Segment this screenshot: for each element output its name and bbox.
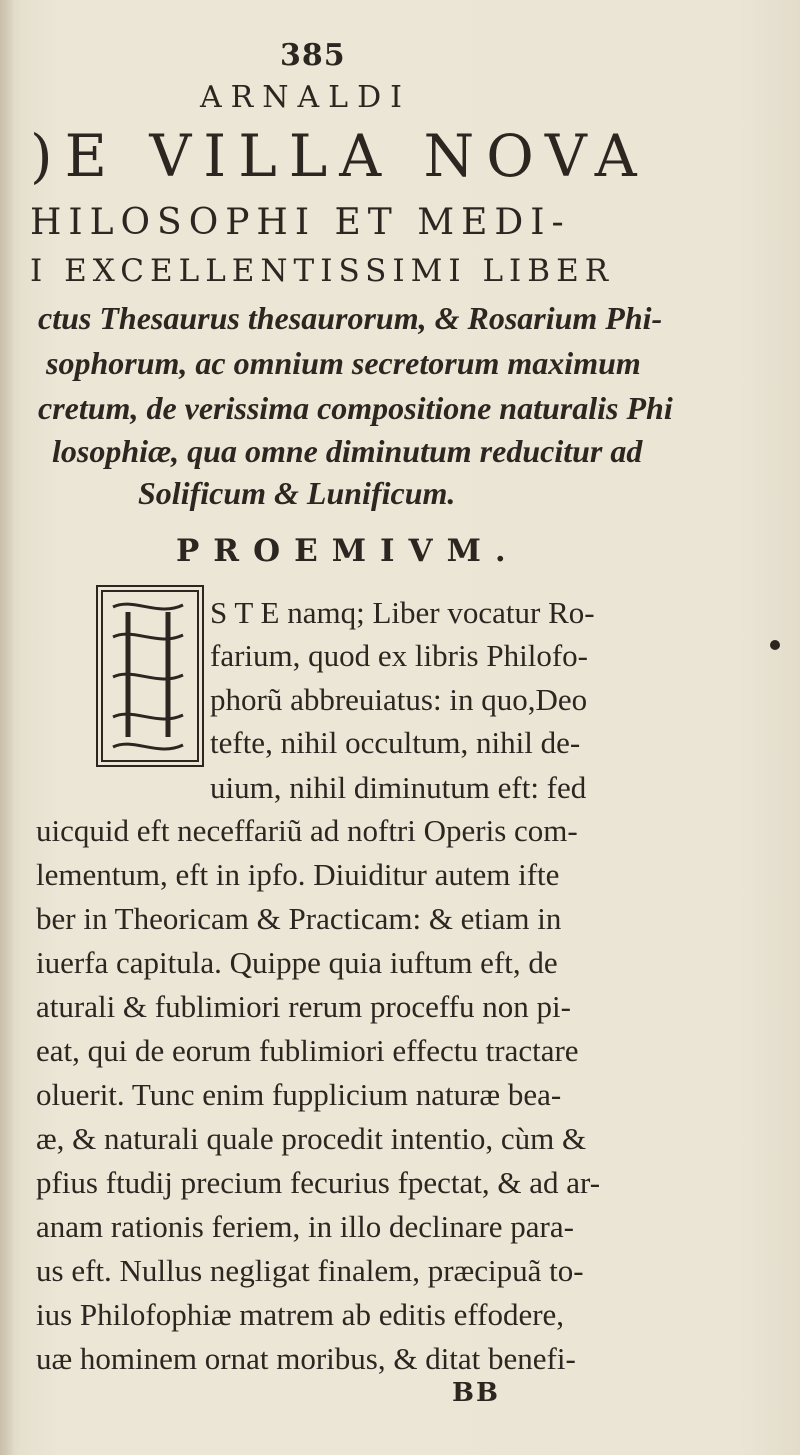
body-line: uæ hominem ornat moribus, & ditat benefi-	[36, 1341, 576, 1376]
body-line: lementum, eft in ipfo. Diuiditur autem ifte	[36, 857, 560, 892]
body-line: oluerit. Tunc enim fupplicium naturæ bea-	[36, 1077, 562, 1112]
title-line-1: )E VILLA NOVA	[30, 122, 649, 190]
body-line: tefte, nihil occultum, nihil de-	[210, 725, 581, 760]
body-line: pfius ftudij precium fecurius fpectat, & ad ar-	[36, 1165, 601, 1200]
body-line: eat, qui de eorum fublimiori effectu tractare	[36, 1033, 579, 1068]
body-line: aturali & fublimiori rerum proceffu non pi-	[36, 989, 571, 1024]
ink-dot	[770, 640, 780, 650]
body-line: S T E namq; Liber vocatur Ro-	[210, 595, 595, 630]
title-line-2: HILOSOPHI ET MEDI-	[30, 202, 571, 243]
folio-number: 385	[280, 38, 346, 73]
body-line: phorũ abbreuiatus: in quo,Deo	[210, 682, 588, 717]
body-line: farium, quod ex libris Philofo-	[210, 638, 588, 673]
body-line: iuerfa capitula. Quippe quia iuftum eft, de	[36, 945, 558, 980]
body-line: æ, & naturali quale procedit intentio, cùm &	[36, 1121, 587, 1156]
subtitle-line-5: Solificum & Lunificum.	[138, 475, 456, 511]
title-line-3: I EXCELLENTISSIMI LIBER	[30, 253, 615, 289]
signature-mark: BB	[452, 1378, 500, 1408]
body-line: ber in Theoricam & Practicam: & etiam in	[36, 901, 562, 936]
section-heading: PROEMIVM.	[176, 533, 520, 569]
body-line: uium, nihil diminutum eft: fed	[210, 770, 587, 805]
subtitle-line-2: sophorum, ac omnium secretorum maximum	[46, 345, 641, 381]
subtitle-line-3: cretum, de verissima compositione naturalis Phi	[38, 390, 673, 426]
subtitle-line-1: ctus Thesaurus thesaurorum, & Rosarium Phi-	[38, 300, 663, 336]
subtitle-line-4: losophiæ, qua omne diminutum reducitur ad	[52, 433, 643, 469]
page-gutter-shadow	[0, 0, 14, 1455]
body-line: us eft. Nullus negligat finalem, præcipuã to-	[36, 1253, 584, 1288]
author-name: ARNALDI	[200, 80, 411, 115]
decorated-initial-icon	[96, 585, 204, 767]
body-line: uicquid eft neceffariũ ad noftri Operis com-	[36, 813, 578, 848]
body-line: anam rationis feriem, in illo declinare para-	[36, 1209, 574, 1244]
body-line: ius Philofophiæ matrem ab editis effodere,	[36, 1297, 565, 1332]
